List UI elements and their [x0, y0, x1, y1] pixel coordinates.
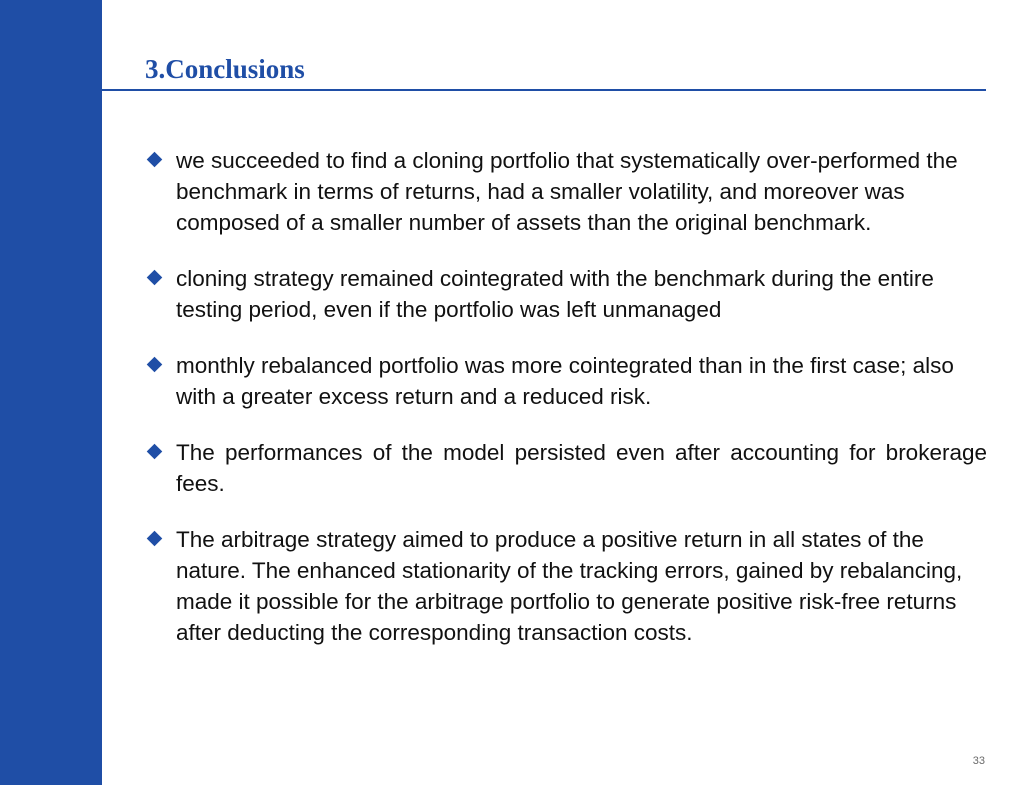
list-item: [145, 145, 987, 238]
diamond-bullet-icon: [147, 270, 163, 286]
title-divider: [34, 89, 986, 91]
diamond-bullet-icon: [147, 531, 163, 547]
bullet-text: The arbitrage strategy aimed to produce a positive return in all states of the nature. The enhanced stationarity of the tracking errors, gained by rebalancing, made it possible for the arbitrage portfolio to generate positive risk-free returns after deducting the corresponding transaction costs.: [176, 527, 963, 645]
list-item: [145, 437, 987, 499]
left-sidebar-band: [0, 0, 102, 785]
bullet-text: The performances of the model persisted even after accounting for brokerage fees.: [176, 440, 987, 496]
list-item: [145, 263, 987, 325]
page-number: 33: [972, 755, 985, 767]
bullet-text: cloning strategy remained cointegrated with the benchmark during the entire testing period, even if the portfolio was left unmanaged: [176, 266, 934, 322]
diamond-bullet-icon: [147, 152, 163, 168]
list-item: [145, 524, 987, 648]
bullet-text: we succeeded to find a cloning portfolio that systematically over-performed the benchmark in terms of returns, had a smaller volatility, and moreover was composed of a smaller number of assets than the original benchmark.: [176, 148, 958, 235]
conclusions-list: [145, 145, 987, 673]
diamond-bullet-icon: [147, 444, 163, 460]
list-item: [145, 350, 987, 412]
slide-title: 3.Conclusions: [145, 54, 305, 84]
bullet-text: monthly rebalanced portfolio was more cointegrated than in the first case; also with a greater excess return and a reduced risk.: [176, 353, 954, 409]
diamond-bullet-icon: [147, 357, 163, 373]
